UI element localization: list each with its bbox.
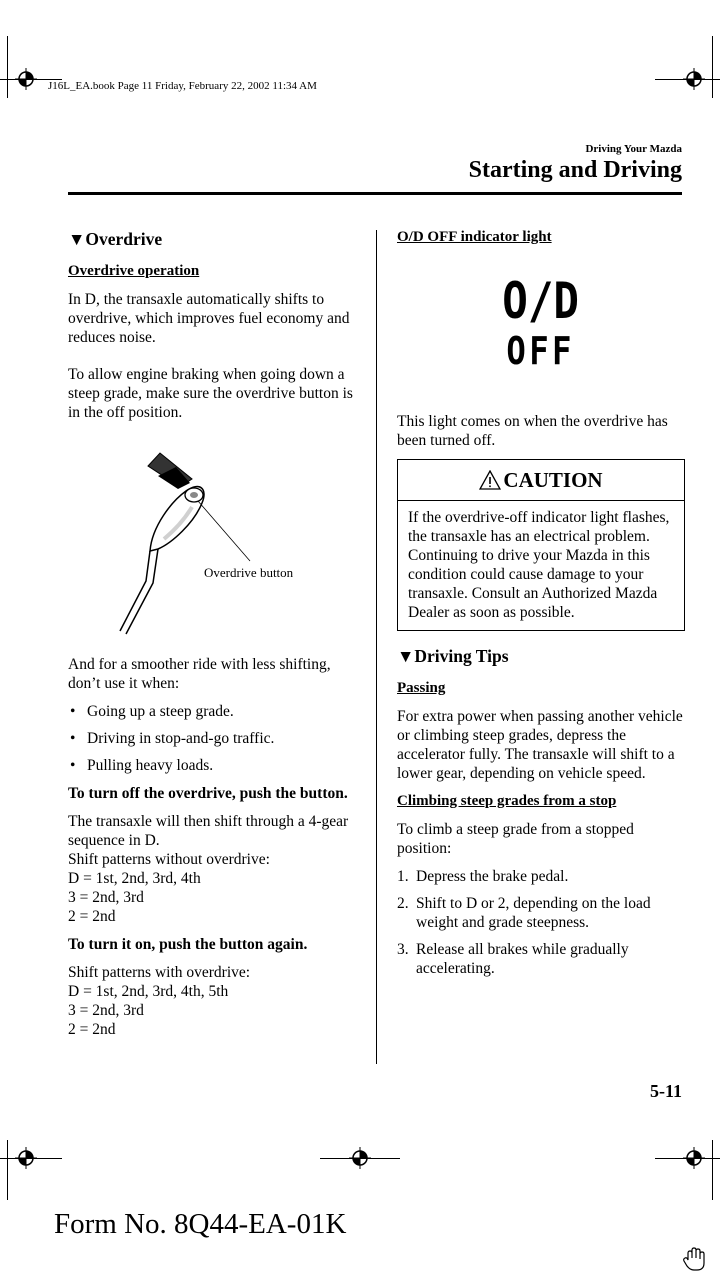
bold-instruction: To turn off the overdrive, push the button.: [68, 785, 348, 802]
od-off-symbol: [397, 256, 685, 376]
list-item: • Going up a steep grade.: [70, 703, 234, 720]
shift-lever-illustration: [68, 431, 356, 641]
paragraph: For extra power when passing another vehicle or climbing steep grades, depress the accelerator fully. The transaxle will shift to a lower gear, depending on vehicle speed.: [397, 708, 683, 782]
climbing-subheading: Climbing steep grades from a stop: [397, 793, 617, 809]
page-number: 5-11: [649, 1081, 682, 1101]
bold-instruction: To turn it on, push the button again.: [68, 936, 308, 953]
paragraph: To climb a steep grade from a stopped position:: [397, 821, 634, 857]
warning-triangle-icon: [479, 470, 501, 490]
crop-mark: [7, 1140, 8, 1200]
steps-list: [397, 867, 685, 978]
driving-tips-heading: ▼Driving Tips: [397, 646, 509, 666]
hand-cursor-icon: [682, 1246, 708, 1272]
registration-mark-icon: [683, 68, 705, 90]
crop-mark: [712, 1140, 713, 1200]
registration-mark-icon: [15, 68, 37, 90]
column-divider: [376, 230, 377, 1064]
od-off-indicator-subheading: O/D OFF indicator light: [397, 229, 552, 245]
list-item: • Driving in stop-and-go traffic.: [70, 730, 275, 747]
caution-box: [397, 459, 685, 631]
off-text: OFF: [506, 329, 575, 374]
overdrive-button-figure: [68, 431, 356, 641]
paragraph: In D, the transaxle automatically shifts to overdrive, which improves fuel economy and reduces noise.: [68, 291, 350, 346]
paragraph: And for a smoother ride with less shifting, don’t use it when:: [68, 656, 331, 692]
book-info: J16L_EA.book Page 11 Friday, February 22, 2002 11:34 AM: [48, 80, 317, 92]
od-off-indicator-icon: [397, 256, 685, 376]
header-rule: [68, 192, 682, 195]
od-text: O/D: [502, 271, 580, 330]
overdrive-heading: ▼Overdrive: [68, 229, 163, 249]
crop-mark: [712, 36, 713, 98]
list-item: 3. Release all brakes while gradually accelerating.: [397, 941, 629, 977]
caution-text: If the overdrive-off indicator light flashes, the transaxle has an electrical problem. Continuing to drive your Mazda in this condition could cause damage to your transaxle. Consult an Authorized Mazda Dealer as soon as possible.: [408, 509, 670, 621]
down-triangle-icon: ▼: [397, 646, 415, 666]
section-label: Driving Your Mazda: [585, 143, 682, 155]
left-column: [68, 228, 356, 1048]
paragraph: To allow engine braking when going down a steep grade, make sure the overdrive button is in the off position.: [68, 366, 353, 421]
page-title: Starting and Driving: [468, 157, 682, 183]
registration-mark-icon: [15, 1147, 37, 1169]
caution-header: [398, 460, 684, 501]
passing-subheading: Passing: [397, 680, 446, 696]
list-item: 1. Depress the brake pedal.: [397, 868, 569, 885]
list-item: • Pulling heavy loads.: [70, 757, 214, 774]
list-item: 2. Shift to D or 2, depending on the load weight and grade steepness.: [397, 895, 651, 931]
paragraph: This light comes on when the overdrive has been turned off.: [397, 413, 668, 449]
bullet-list: [68, 702, 356, 775]
crop-mark: [7, 36, 8, 98]
paragraph: Shift patterns with overdrive: D = 1st, 2nd, 3rd, 4th, 5th 3 = 2nd, 3rd 2 = 2nd: [68, 964, 251, 1038]
registration-mark-icon: [349, 1147, 371, 1169]
caution-title: CAUTION: [503, 467, 603, 492]
down-triangle-icon: ▼: [68, 229, 86, 249]
figure-label: Overdrive button: [204, 565, 294, 580]
overdrive-operation-subheading: Overdrive operation: [68, 263, 200, 279]
form-number: Form No. 8Q44-EA-01K: [54, 1208, 347, 1240]
registration-mark-icon: [683, 1147, 705, 1169]
paragraph: The transaxle will then shift through a 4-gear sequence in D. Shift patterns without overdrive: D = 1st, 2nd, 3rd, 4th 3 = 2nd, 3rd 2 = 2nd: [68, 813, 349, 925]
right-column: [397, 228, 685, 986]
